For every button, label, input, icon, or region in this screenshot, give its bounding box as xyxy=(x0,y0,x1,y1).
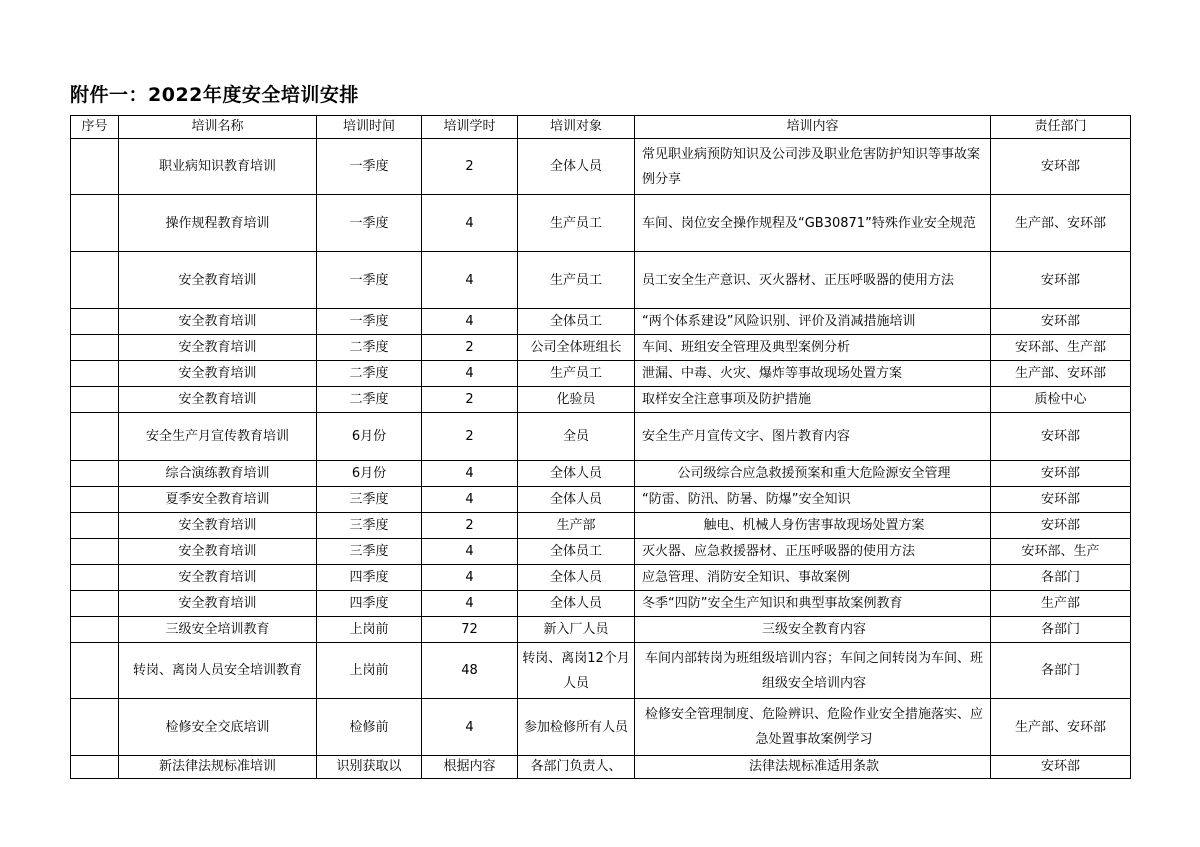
cell-dept: 安环部 xyxy=(991,413,1131,461)
cell-target: 全体人员 xyxy=(518,139,635,195)
cell-dept: 生产部、安环部 xyxy=(991,195,1131,252)
cell-time: 二季度 xyxy=(317,335,422,361)
cell-hours: 4 xyxy=(422,361,518,387)
cell-no xyxy=(71,387,119,413)
cell-target: 全体员工 xyxy=(518,539,635,565)
cell-no xyxy=(71,309,119,335)
cell-target: 生产员工 xyxy=(518,252,635,309)
cell-name: 安全教育培训 xyxy=(119,387,317,413)
table-row xyxy=(71,387,1131,413)
page-title: 附件一：2022年度安全培训安排 xyxy=(70,84,359,106)
cell-content: 冬季“四防”安全生产知识和典型事故案例教育 xyxy=(635,591,991,617)
cell-no xyxy=(71,252,119,309)
cell-no xyxy=(71,591,119,617)
cell-time: 上岗前 xyxy=(317,643,422,699)
cell-dept: 各部门 xyxy=(991,617,1131,643)
cell-no xyxy=(71,699,119,756)
cell-hours: 72 xyxy=(422,617,518,643)
cell-hours: 4 xyxy=(422,565,518,591)
cell-name: 检修安全交底培训 xyxy=(119,699,317,756)
cell-content: 应急管理、消防安全知识、事故案例 xyxy=(635,565,991,591)
column-header-time: 培训时间 xyxy=(317,116,422,139)
table-row xyxy=(71,565,1131,591)
cell-dept: 安环部 xyxy=(991,309,1131,335)
cell-no xyxy=(71,643,119,699)
table-row xyxy=(71,461,1131,487)
cell-target: 各部门负责人、 xyxy=(518,756,635,779)
cell-time: 一季度 xyxy=(317,195,422,252)
cell-time: 一季度 xyxy=(317,139,422,195)
cell-time: 二季度 xyxy=(317,361,422,387)
cell-content: 三级安全教育内容 xyxy=(635,617,991,643)
table-row xyxy=(71,361,1131,387)
cell-name: 安全教育培训 xyxy=(119,513,317,539)
cell-target: 全员 xyxy=(518,413,635,461)
table-row xyxy=(71,591,1131,617)
table-row xyxy=(71,699,1131,756)
cell-time: 三季度 xyxy=(317,487,422,513)
table-row xyxy=(71,252,1131,309)
cell-target: 全体人员 xyxy=(518,461,635,487)
cell-time: 四季度 xyxy=(317,591,422,617)
cell-hours: 2 xyxy=(422,139,518,195)
cell-target: 全体人员 xyxy=(518,565,635,591)
cell-hours: 4 xyxy=(422,487,518,513)
cell-content: 车间、岗位安全操作规程及“GB30871”特殊作业安全规范 xyxy=(635,195,991,252)
cell-hours: 2 xyxy=(422,335,518,361)
cell-dept: 安环部 xyxy=(991,513,1131,539)
cell-hours: 4 xyxy=(422,195,518,252)
cell-time: 二季度 xyxy=(317,387,422,413)
cell-dept: 安环部、生产 xyxy=(991,539,1131,565)
cell-dept: 生产部、安环部 xyxy=(991,699,1131,756)
training-schedule-table xyxy=(70,115,1131,779)
cell-hours: 4 xyxy=(422,309,518,335)
cell-content: 车间、班组安全管理及典型案例分析 xyxy=(635,335,991,361)
cell-name: 安全教育培训 xyxy=(119,335,317,361)
cell-time: 一季度 xyxy=(317,309,422,335)
cell-dept: 生产部、安环部 xyxy=(991,361,1131,387)
cell-name: 职业病知识教育培训 xyxy=(119,139,317,195)
column-header-no: 序号 xyxy=(71,116,119,139)
cell-content: 泄漏、中毒、火灾、爆炸等事故现场处置方案 xyxy=(635,361,991,387)
cell-name: 安全教育培训 xyxy=(119,252,317,309)
table-row xyxy=(71,539,1131,565)
cell-target: 公司全体班组长 xyxy=(518,335,635,361)
cell-no xyxy=(71,461,119,487)
cell-no xyxy=(71,413,119,461)
cell-content: 法律法规标准适用条款 xyxy=(635,756,991,779)
cell-dept: 各部门 xyxy=(991,643,1131,699)
cell-dept: 安环部 xyxy=(991,756,1131,779)
cell-dept: 安环部 xyxy=(991,139,1131,195)
cell-target: 生产员工 xyxy=(518,361,635,387)
cell-dept: 安环部、生产部 xyxy=(991,335,1131,361)
cell-no xyxy=(71,539,119,565)
cell-name: 综合演练教育培训 xyxy=(119,461,317,487)
table-header-row xyxy=(71,116,1131,139)
cell-target: 转岗、离岗12个月人员 xyxy=(518,643,635,699)
cell-dept: 生产部 xyxy=(991,591,1131,617)
table-row xyxy=(71,413,1131,461)
cell-target: 全体人员 xyxy=(518,487,635,513)
cell-target: 参加检修所有人员 xyxy=(518,699,635,756)
cell-no xyxy=(71,361,119,387)
cell-dept: 各部门 xyxy=(991,565,1131,591)
cell-content: 触电、机械人身伤害事故现场处置方案 xyxy=(635,513,991,539)
cell-name: 操作规程教育培训 xyxy=(119,195,317,252)
table-row xyxy=(71,513,1131,539)
cell-no xyxy=(71,139,119,195)
cell-content: “两个体系建设”风险识别、评价及消减措施培训 xyxy=(635,309,991,335)
cell-content: 检修安全管理制度、危险辨识、危险作业安全措施落实、应急处置事故案例学习 xyxy=(635,699,991,756)
table-row xyxy=(71,309,1131,335)
cell-content: “防雷、防汛、防暑、防爆”安全知识 xyxy=(635,487,991,513)
cell-time: 6月份 xyxy=(317,413,422,461)
cell-time: 一季度 xyxy=(317,252,422,309)
cell-no xyxy=(71,335,119,361)
column-header-content: 培训内容 xyxy=(635,116,991,139)
cell-content: 安全生产月宣传文字、图片教育内容 xyxy=(635,413,991,461)
cell-name: 新法律法规标准培训 xyxy=(119,756,317,779)
cell-target: 生产员工 xyxy=(518,195,635,252)
cell-name: 安全教育培训 xyxy=(119,309,317,335)
cell-time: 识别获取以 xyxy=(317,756,422,779)
cell-no xyxy=(71,756,119,779)
cell-time: 四季度 xyxy=(317,565,422,591)
cell-name: 安全教育培训 xyxy=(119,539,317,565)
column-header-target: 培训对象 xyxy=(518,116,635,139)
cell-target: 生产部 xyxy=(518,513,635,539)
cell-dept: 安环部 xyxy=(991,461,1131,487)
cell-time: 6月份 xyxy=(317,461,422,487)
cell-name: 安全教育培训 xyxy=(119,565,317,591)
cell-name: 三级安全培训教育 xyxy=(119,617,317,643)
cell-name: 转岗、离岗人员安全培训教育 xyxy=(119,643,317,699)
cell-content: 员工安全生产意识、灭火器材、正压呼吸器的使用方法 xyxy=(635,252,991,309)
cell-hours: 2 xyxy=(422,413,518,461)
table-row xyxy=(71,643,1131,699)
cell-content: 取样安全注意事项及防护措施 xyxy=(635,387,991,413)
cell-target: 化验员 xyxy=(518,387,635,413)
cell-hours: 4 xyxy=(422,591,518,617)
column-header-name: 培训名称 xyxy=(119,116,317,139)
cell-time: 三季度 xyxy=(317,513,422,539)
cell-content: 车间内部转岗为班组级培训内容；车间之间转岗为车间、班组级安全培训内容 xyxy=(635,643,991,699)
cell-hours: 2 xyxy=(422,387,518,413)
cell-no xyxy=(71,487,119,513)
cell-time: 检修前 xyxy=(317,699,422,756)
cell-hours: 4 xyxy=(422,252,518,309)
cell-no xyxy=(71,513,119,539)
cell-content: 灭火器、应急救援器材、正压呼吸器的使用方法 xyxy=(635,539,991,565)
cell-no xyxy=(71,195,119,252)
cell-target: 全体员工 xyxy=(518,309,635,335)
cell-hours: 根据内容 xyxy=(422,756,518,779)
cell-hours: 4 xyxy=(422,461,518,487)
cell-dept: 安环部 xyxy=(991,487,1131,513)
cell-dept: 安环部 xyxy=(991,252,1131,309)
cell-content: 常见职业病预防知识及公司涉及职业危害防护知识等事故案例分享 xyxy=(635,139,991,195)
cell-time: 三季度 xyxy=(317,539,422,565)
table-row xyxy=(71,335,1131,361)
cell-name: 安全生产月宣传教育培训 xyxy=(119,413,317,461)
cell-name: 夏季安全教育培训 xyxy=(119,487,317,513)
cell-name: 安全教育培训 xyxy=(119,361,317,387)
table-row xyxy=(71,139,1131,195)
cell-hours: 4 xyxy=(422,539,518,565)
cell-hours: 2 xyxy=(422,513,518,539)
column-header-dept: 责任部门 xyxy=(991,116,1131,139)
cell-name: 安全教育培训 xyxy=(119,591,317,617)
table-row xyxy=(71,617,1131,643)
cell-target: 新入厂人员 xyxy=(518,617,635,643)
table-row xyxy=(71,756,1131,779)
cell-hours: 4 xyxy=(422,699,518,756)
cell-no xyxy=(71,565,119,591)
cell-dept: 质检中心 xyxy=(991,387,1131,413)
cell-no xyxy=(71,617,119,643)
table-row xyxy=(71,195,1131,252)
table-row xyxy=(71,487,1131,513)
column-header-hours: 培训学时 xyxy=(422,116,518,139)
cell-content: 公司级综合应急救援预案和重大危险源安全管理 xyxy=(635,461,991,487)
cell-time: 上岗前 xyxy=(317,617,422,643)
cell-target: 全体人员 xyxy=(518,591,635,617)
cell-hours: 48 xyxy=(422,643,518,699)
